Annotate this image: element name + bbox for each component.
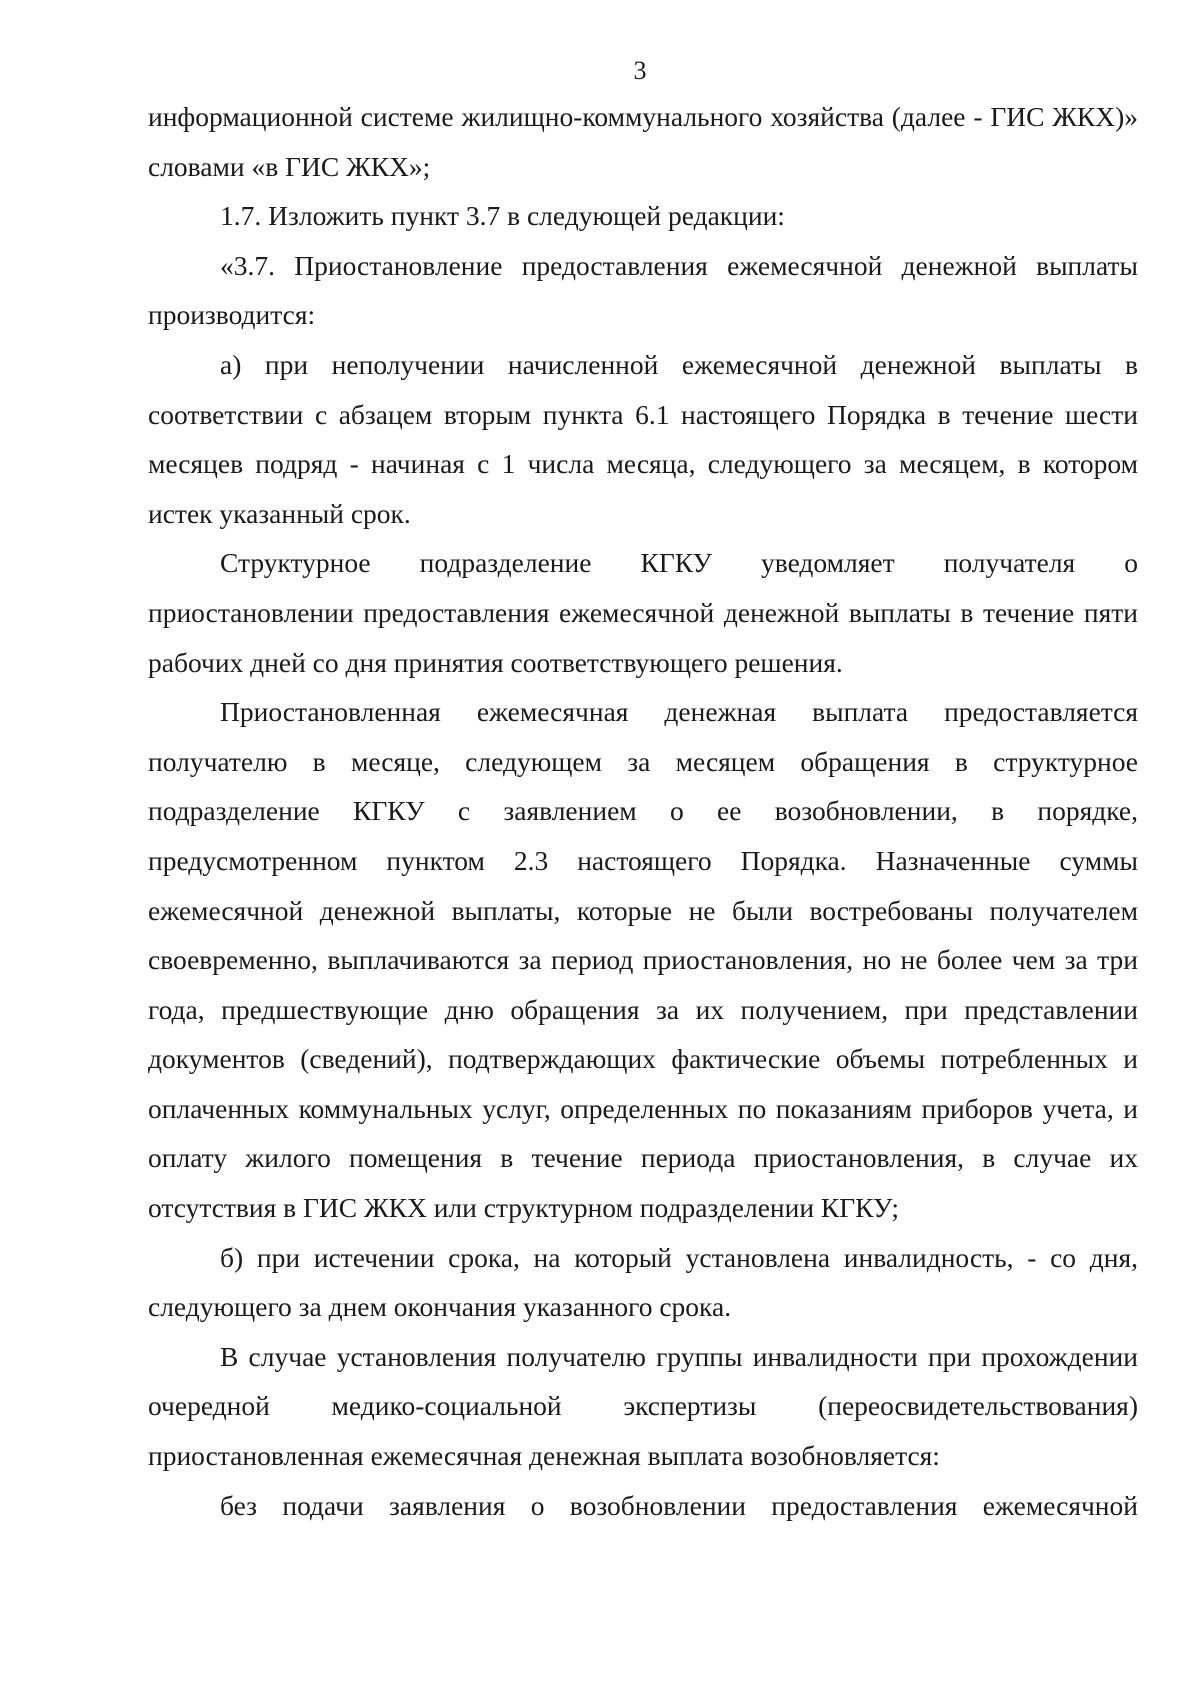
paragraph-1-7: 1.7. Изложить пункт 3.7 в следующей редакции:: [220, 200, 785, 232]
paragraph-notification: Структурное подразделение КГКУ уведомляет получателя о приостановлении предоставления ежемесячной денежной выплаты в течение пяти рабочих дней со дня принятия соответствующего решения.: [148, 547, 1138, 678]
paragraph-item-a: а) при неполучении начисленной ежемесячной денежной выплаты в соответствии с абзацем вторым пункта 6.1 настоящего Порядка в течение шести месяцев подряд - начиная с 1 числа месяца, следующего за месяцем, в котором истек указанный срок.: [148, 348, 1138, 529]
paragraph-3-7: «3.7. Приостановление предоставления ежемесячной денежной выплаты производится:: [148, 249, 1138, 331]
paragraph-without-application: без подачи заявления о возобновлении предоставления ежемесячной: [220, 1489, 1138, 1521]
page-number: 3: [633, 56, 647, 85]
paragraph-disability-case: В случае установления получателю группы инвалидности при прохождении очередной медико-социальной экспертизы (переосвидетельствования) приостановленная ежемесячная денежная выплата возобновляется:: [148, 1340, 1138, 1472]
paragraph-continuation: информационной системе жилищно-коммунального хозяйства (далее - ГИС ЖКХ)» словами «в ГИС ЖКХ»;: [148, 101, 1138, 182]
document-body: [148, 92, 1138, 1530]
paragraph-item-b: б) при истечении срока, на который установлена инвалидность, - со дня, следующего за днем окончания указанного срока.: [148, 1241, 1138, 1323]
paragraph-resumption: Приостановленная ежемесячная денежная выплата предоставляется получателю в месяце, следующем за месяцем обращения в структурное подразделение КГКУ с заявлением о ее возобновлении, в порядке, предусмотренном пунктом 2.3 настоящего Порядка. Назначенные суммы ежемесячной денежной выплаты, которые не были востребованы получателем своевременно, выплачиваются за период приостановления, но не более чем за три года, предшествующие дню обращения за их получением, при представлении документов (сведений), подтверждающих фактические объемы потребленных и оплаченных коммунальных услуг, определенных по показаниям приборов учета, и оплату жилого помещения в течение периода приостановления, в случае их отсутствия в ГИС ЖКХ или структурном подразделении КГКУ;: [148, 696, 1138, 1224]
